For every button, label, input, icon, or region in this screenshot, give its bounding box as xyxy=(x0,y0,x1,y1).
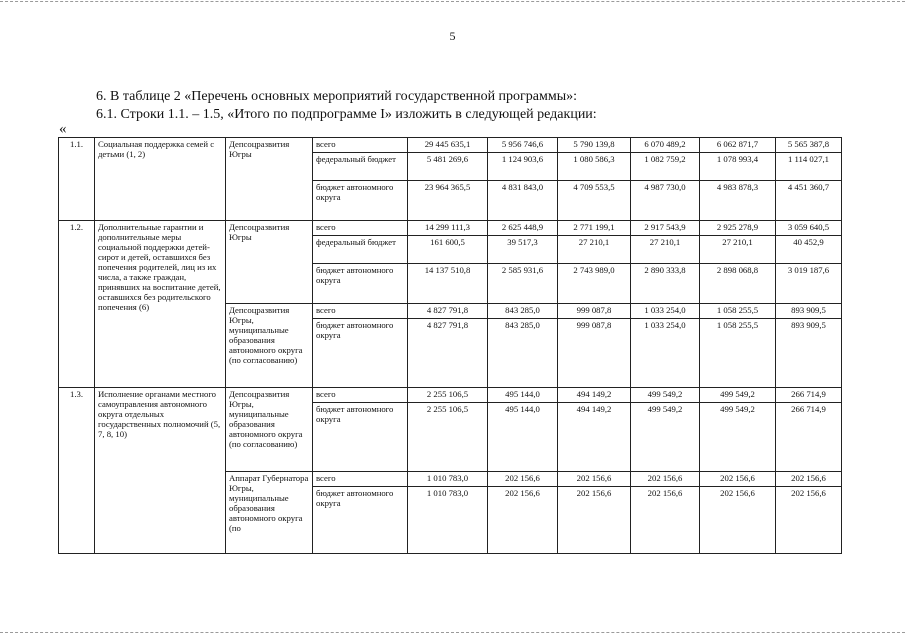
source-label: всего xyxy=(313,221,408,236)
value-cell: 5 481 269,6 xyxy=(408,153,488,181)
value-cell: 29 445 635,1 xyxy=(408,138,488,153)
value-cell: 5 956 746,6 xyxy=(488,138,558,153)
value-cell: 4 983 878,3 xyxy=(700,181,776,221)
value-cell: 202 156,6 xyxy=(631,487,700,554)
value-cell: 2 925 278,9 xyxy=(700,221,776,236)
row-number: 1.1. xyxy=(59,138,95,221)
value-cell: 6 062 871,7 xyxy=(700,138,776,153)
value-cell: 499 549,2 xyxy=(700,388,776,403)
value-cell: 202 156,6 xyxy=(558,487,631,554)
value-cell: 202 156,6 xyxy=(488,472,558,487)
value-cell: 843 285,0 xyxy=(488,304,558,319)
value-cell: 1 058 255,5 xyxy=(700,304,776,319)
table-row xyxy=(59,388,842,403)
scan-top-edge xyxy=(0,1,905,2)
value-cell: 1 080 586,3 xyxy=(558,153,631,181)
value-cell: 4 827 791,8 xyxy=(408,304,488,319)
value-cell: 266 714,9 xyxy=(776,388,842,403)
executor: Депсоцразвития Югры, муниципальные образования автономного округа (по согласованию) xyxy=(226,388,313,472)
value-cell: 4 709 553,5 xyxy=(558,181,631,221)
value-cell: 495 144,0 xyxy=(488,403,558,472)
source-label: бюджет автономного округа xyxy=(313,319,408,388)
value-cell: 999 087,8 xyxy=(558,319,631,388)
source-label: всего xyxy=(313,388,408,403)
row-number: 1.2. xyxy=(59,221,95,388)
value-cell: 499 549,2 xyxy=(631,388,700,403)
value-cell: 1 114 027,1 xyxy=(776,153,842,181)
value-cell: 202 156,6 xyxy=(488,487,558,554)
value-cell: 14 137 510,8 xyxy=(408,264,488,304)
value-cell: 2 743 989,0 xyxy=(558,264,631,304)
source-label: федеральный бюджет xyxy=(313,236,408,264)
activity-name: Исполнение органами местного самоуправления автономного округа отдельных государственных полномочий (5, 7, 8, 10) xyxy=(95,388,226,554)
executor: Депсоцразвития Югры, муниципальные образования автономного округа (по согласованию) xyxy=(226,304,313,388)
value-cell: 14 299 111,3 xyxy=(408,221,488,236)
page-number: 5 xyxy=(449,29,456,43)
value-cell: 3 059 640,5 xyxy=(776,221,842,236)
source-label: бюджет автономного округа xyxy=(313,181,408,221)
value-cell: 202 156,6 xyxy=(700,472,776,487)
value-cell: 1 010 783,0 xyxy=(408,472,488,487)
table-row xyxy=(59,138,842,153)
value-cell: 494 149,2 xyxy=(558,388,631,403)
value-cell: 4 987 730,0 xyxy=(631,181,700,221)
value-cell: 494 149,2 xyxy=(558,403,631,472)
value-cell: 499 549,2 xyxy=(631,403,700,472)
row-number: 1.3. xyxy=(59,388,95,554)
value-cell: 202 156,6 xyxy=(700,487,776,554)
value-cell: 2 771 199,1 xyxy=(558,221,631,236)
source-label: бюджет автономного округа xyxy=(313,487,408,554)
activity-name: Социальная поддержка семей с детьми (1, 2) xyxy=(95,138,226,221)
value-cell: 2 255 106,5 xyxy=(408,403,488,472)
value-cell: 2 890 333,8 xyxy=(631,264,700,304)
value-cell: 5 790 139,8 xyxy=(558,138,631,153)
value-cell: 999 087,8 xyxy=(558,304,631,319)
value-cell: 4 831 843,0 xyxy=(488,181,558,221)
value-cell: 1 058 255,5 xyxy=(700,319,776,388)
value-cell: 27 210,1 xyxy=(558,236,631,264)
program-activities-table xyxy=(58,137,842,554)
value-cell: 1 078 993,4 xyxy=(700,153,776,181)
value-cell: 161 600,5 xyxy=(408,236,488,264)
value-cell: 2 898 068,8 xyxy=(700,264,776,304)
executor: Аппарат Губернатора Югры, муниципальные образования автономного округа (по xyxy=(226,472,313,554)
value-cell: 3 019 187,6 xyxy=(776,264,842,304)
value-cell: 2 917 543,9 xyxy=(631,221,700,236)
value-cell: 893 909,5 xyxy=(776,304,842,319)
value-cell: 6 070 489,2 xyxy=(631,138,700,153)
value-cell: 1 033 254,0 xyxy=(631,304,700,319)
executor: Депсоцразвития Югры xyxy=(226,221,313,304)
value-cell: 843 285,0 xyxy=(488,319,558,388)
value-cell: 1 082 759,2 xyxy=(631,153,700,181)
scan-bottom-edge xyxy=(0,632,905,633)
table-row xyxy=(59,221,842,236)
value-cell: 499 549,2 xyxy=(700,403,776,472)
activity-name: Дополнительные гарантии и дополнительные меры социальной поддержки детей-сирот и детей, оставшихся без попечения родителей, лиц из их числа, а также граждан, принявших на воспитание детей, оставшихся без родительского попечения (6) xyxy=(95,221,226,388)
value-cell: 23 964 365,5 xyxy=(408,181,488,221)
value-cell: 2 585 931,6 xyxy=(488,264,558,304)
value-cell: 2 255 106,5 xyxy=(408,388,488,403)
value-cell: 2 625 448,9 xyxy=(488,221,558,236)
heading-line-1: 6. В таблице 2 «Перечень основных мероприятий государственной программы»: xyxy=(96,89,578,104)
value-cell: 27 210,1 xyxy=(700,236,776,264)
value-cell: 202 156,6 xyxy=(776,472,842,487)
value-cell: 1 033 254,0 xyxy=(631,319,700,388)
value-cell: 202 156,6 xyxy=(776,487,842,554)
value-cell: 39 517,3 xyxy=(488,236,558,264)
value-cell: 495 144,0 xyxy=(488,388,558,403)
source-label: всего xyxy=(313,138,408,153)
source-label: бюджет автономного округа xyxy=(313,264,408,304)
heading-line-2: 6.1. Строки 1.1. – 1.5, «Итого по подпрограмме I» изложить в следующей редакции: xyxy=(96,107,597,122)
value-cell: 202 156,6 xyxy=(631,472,700,487)
source-label: федеральный бюджет xyxy=(313,153,408,181)
value-cell: 1 010 783,0 xyxy=(408,487,488,554)
value-cell: 1 124 903,6 xyxy=(488,153,558,181)
value-cell: 202 156,6 xyxy=(558,472,631,487)
source-label: всего xyxy=(313,472,408,487)
value-cell: 266 714,9 xyxy=(776,403,842,472)
open-quote: « xyxy=(59,121,67,137)
source-label: бюджет автономного округа xyxy=(313,403,408,472)
value-cell: 40 452,9 xyxy=(776,236,842,264)
value-cell: 27 210,1 xyxy=(631,236,700,264)
source-label: всего xyxy=(313,304,408,319)
executor: Депсоцразвития Югры xyxy=(226,138,313,221)
value-cell: 893 909,5 xyxy=(776,319,842,388)
value-cell: 4 451 360,7 xyxy=(776,181,842,221)
value-cell: 4 827 791,8 xyxy=(408,319,488,388)
value-cell: 5 565 387,8 xyxy=(776,138,842,153)
